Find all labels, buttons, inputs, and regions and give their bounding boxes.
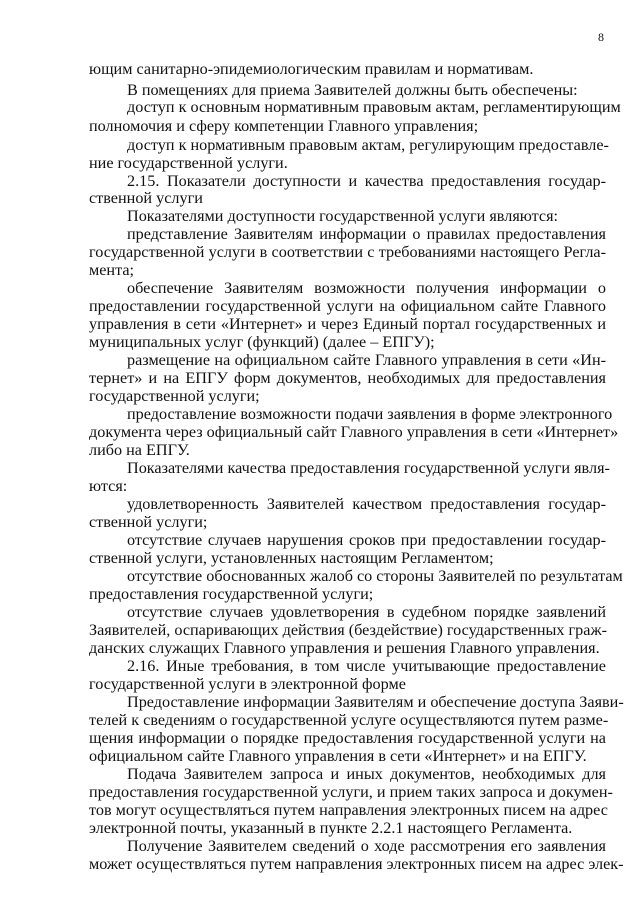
text-line: государственной услуги в соответствии с требованиями настоящего Регла- (89, 243, 606, 261)
text-line: удовлетворенность Заявителей качеством предоставления государ- (127, 495, 606, 513)
text-line: предоставление возможности подачи заявления в форме электронного (127, 405, 613, 423)
text-line: отсутствие случаев удовлетворения в судебном порядке заявлений (127, 603, 606, 621)
text-line: полномочия и сферу компетенции Главного управления; (89, 117, 479, 135)
text-line: мента; (89, 261, 135, 279)
text-line: Показателями качества предоставления государственной услуги явля- (127, 459, 610, 477)
text-line: щения информации о порядке предоставления государственной услуги на (89, 729, 606, 747)
text-line: отсутствие обоснованных жалоб со стороны Заявителей по результатам (127, 567, 623, 585)
text-line: тов могут осуществляться путем направления электронных писем на адрес (89, 801, 608, 819)
text-line: электронной почты, указанный в пункте 2.2.1 настоящего Регламента. (89, 819, 573, 837)
text-line: размещение на официальном сайте Главного управления в сети «Ин- (127, 351, 606, 369)
text-line: Подача Заявителем запроса и иных документов, необходимых для (127, 765, 606, 783)
text-line: ственной услуги; (89, 513, 208, 531)
text-line: документа через официальный сайт Главного управления в сети «Интернет» (89, 423, 619, 441)
text-line: телей к сведениям о государственной услуге осуществляются путем разме- (89, 711, 609, 729)
text-line: Получение Заявителем сведений о ходе рассмотрения его заявления (127, 837, 606, 855)
text-line: ются: (89, 477, 128, 495)
text-line: представление Заявителям информации о правилах предоставления (127, 225, 606, 243)
text-line: официальном сайте Главного управления в сети «Интернет» и на ЕПГУ. (89, 747, 587, 765)
text-line: управления в сети «Интернет» и через Единый портал государственных и (89, 315, 606, 333)
text-line: тернет» и на ЕПГУ форм документов, необходимых для предоставления (89, 369, 606, 387)
text-line: 2.15. Показатели доступности и качества предоставления государ- (127, 172, 606, 190)
text-line: доступ к основным нормативным правовым актам, регламентирующим (127, 98, 621, 116)
text-line: предоставлении государственной услуги на официальном сайте Главного (89, 297, 606, 315)
text-line: муниципальных услуг (функций) (далее – ЕПГУ); (89, 333, 435, 351)
text-line: обеспечение Заявителям возможности получения информации о (127, 279, 606, 297)
text-line: либо на ЕПГУ. (89, 441, 190, 459)
text-line: данских служащих Главного управления и решения Главного управления. (89, 639, 600, 657)
text-line: ющим санитарно-эпидемиологическим правилам и нормативам. (89, 60, 534, 78)
text-line: В помещениях для приема Заявителей должны быть обеспечены: (127, 81, 578, 99)
text-line: 2.16. Иные требования, в том числе учитывающие предоставление (127, 657, 606, 675)
text-line: Предоставление информации Заявителям и обеспечение доступа Заяви- (127, 693, 624, 711)
text-line: ственной услуги, установленных настоящим Регламентом; (89, 549, 494, 567)
text-line: отсутствие случаев нарушения сроков при предоставлении государ- (127, 531, 606, 549)
text-line: Заявителей, оспаривающих действия (бездействие) государственных граж- (89, 621, 608, 639)
text-line: может осуществляться путем направления электронных писем на адрес элек- (89, 855, 624, 873)
page-number: 8 (598, 30, 604, 44)
text-line: ственной услуги (89, 189, 203, 207)
text-line: доступ к нормативным правовым актам, регулирующим предоставле- (127, 136, 609, 154)
text-line: государственной услуги в электронной форме (89, 675, 406, 693)
text-line: ние государственной услуги. (89, 154, 288, 172)
text-line: предоставления государственной услуги; (89, 585, 374, 603)
text-line: Показателями доступности государственной услуги являются: (127, 207, 559, 225)
text-line: государственной услуги; (89, 387, 260, 405)
text-line: предоставления государственной услуги, и прием таких запроса и докумен- (89, 783, 613, 801)
